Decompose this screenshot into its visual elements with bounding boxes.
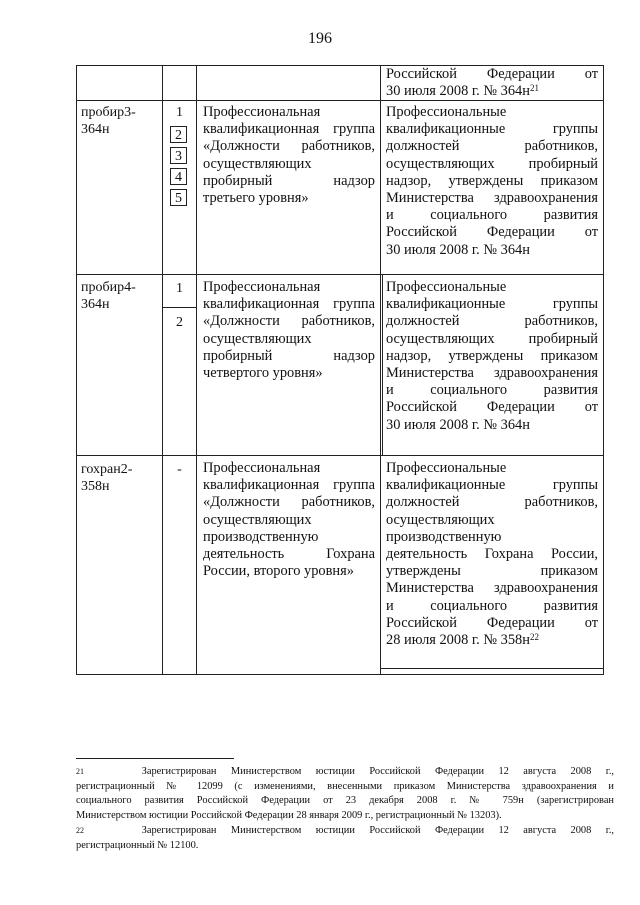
code-line: 358н [81,479,110,494]
text-line: осуществляющих [386,511,495,528]
text-line: надзор, утверждены приказом [386,172,598,189]
footnote-line: регистрационный № 12100. [76,839,199,851]
code-line: пробир3- [81,105,136,120]
row-1-level-1: 1 [176,105,183,120]
row-1-group [203,104,375,207]
table-border-left [76,65,77,675]
text-line: «Должности работников, [203,313,375,330]
row-3-level: - [177,462,182,477]
level-separator [162,307,196,308]
row-3-code [81,461,132,495]
text-line: 30 июля 2008 г. № 364н [386,416,530,433]
text-line: и социального развития [386,597,598,614]
text-line: 30 июля 2008 г. № $364н^{21}$ [386,83,539,100]
text-line: Профессиональные [386,104,507,120]
row-3-basis [386,460,598,649]
text-line: осуществляющих пробирный [386,155,598,172]
text-line: пробирный надзор [203,172,375,189]
text-line: осуществляющих [203,155,312,172]
footnote-mark: 22 [76,826,84,835]
text-line: квалификационные группы [386,296,598,313]
text-line: квалификационная группа [203,477,375,494]
text-line: Министерства здравоохранения [386,189,598,206]
row-1-level-2: 2 [170,126,187,143]
text-line: и социального развития [386,382,598,399]
text-line: 30 июля 2008 г. № 364н [386,241,530,258]
top-row-basis [386,66,598,100]
text-line: производственную [386,528,502,545]
text-line: России, второго уровня» [203,563,354,580]
row-1-basis [386,104,598,259]
text-line: «Должности работников, [203,138,375,155]
table-border-bottom [76,674,604,675]
text-line: Министерства здравоохранения [386,364,598,381]
text-line: квалификационная группа [203,296,375,313]
row-separator-3 [76,455,604,456]
footnote-ref: 21 [529,83,539,94]
text-line: Профессиональные [386,460,507,476]
text-line: осуществляющих [203,511,312,528]
text-line: Российской Федерации от [386,66,598,82]
table-border-right [603,65,604,675]
text-line: Профессиональная [203,460,321,476]
row-1-level-5: 5 [170,189,187,206]
row-1-level-4: 4 [170,168,187,185]
text-line: Министерства здравоохранения [386,580,598,597]
table-divider-3b [382,275,383,455]
text-line: Профессиональная [203,279,321,295]
table-divider-3 [380,65,381,675]
text-line: утверждены приказом [386,563,598,580]
text-line: четвертого уровня» [203,364,323,381]
text-line: должностей работников, [386,138,598,155]
page-number: 196 [308,30,332,47]
footnote-line: социального развития Российской Федерации от 23 декабря 2008 г. № 759н (зарегистрирован [76,795,614,807]
text-line: «Должности работников, [203,494,375,511]
code-line: 364н [81,122,110,137]
cell-underline-3 [380,668,604,669]
text-line: Профессиональная [203,104,321,120]
text-line: осуществляющих [203,330,312,347]
table-divider-1 [162,65,163,675]
row-3-group [203,460,375,580]
code-line: 364н [81,297,110,312]
text-line: осуществляющих пробирный [386,330,598,347]
text-line: Российской Федерации от [386,224,598,241]
text-line: 28 июля 2008 г. № $358н^{22}$ [386,631,539,648]
text-line: должностей работников, [386,494,598,511]
code-line: гохран2- [81,462,133,477]
footnote-mark: 21 [76,767,84,776]
footnote-line: $^{22}$ Зарегистрирован Министерством юстиции Российской Федерации 12 августа 2008 г., [76,825,615,836]
text-line: квалификационные группы [386,477,598,494]
footnote-21 [76,765,614,823]
text-line: Российской Федерации от [386,399,598,416]
text-line: производственную [203,528,319,545]
row-1-level-3: 3 [170,147,187,164]
text-line: надзор, утверждены приказом [386,347,598,364]
row-2-code [81,279,136,313]
code-line: пробир4- [81,280,136,295]
row-1-code [81,104,136,138]
row-2-level-1: 1 [176,281,183,296]
text-line: и социального развития [386,207,598,224]
text-line: деятельность Гохрана [203,545,375,562]
row-2-basis [386,279,598,434]
row-2-level-2: 2 [176,315,183,330]
text-line: Российской Федерации от [386,614,598,631]
text-line: должностей работников, [386,313,598,330]
footnote-separator [76,758,234,759]
text-line: Профессиональные [386,279,507,295]
footnote-ref: 22 [529,631,539,642]
text-line: деятельность Гохрана России, [386,545,598,562]
footnote-22 [76,824,614,853]
text-line: пробирный надзор [203,347,375,364]
table-divider-2 [196,65,197,675]
footnote-line: Министерством юстиции Российской Федерации 28 января 2009 г., регистрационный № 13203). [76,809,502,821]
footnote-line: регистрационный № 12099 (с изменениями, внесенными приказом Министерства здравоохранения и [76,780,614,792]
text-line: квалификационная группа [203,121,375,138]
row-2-group [203,279,375,382]
row-separator-2 [76,274,604,275]
footnote-line: $^{21}$ Зарегистрирован Министерством юстиции Российской Федерации 12 августа 2008 г., [76,766,615,777]
text-line: квалификационные группы [386,121,598,138]
text-line: третьего уровня» [203,189,309,206]
